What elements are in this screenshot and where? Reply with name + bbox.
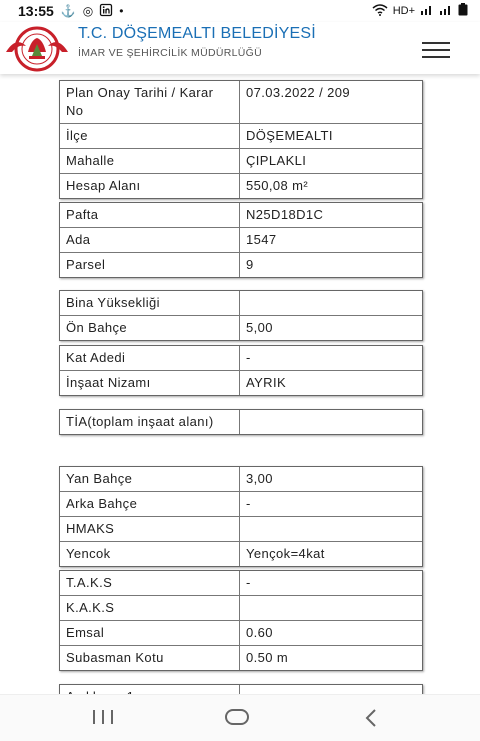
- field-value: 1547: [246, 232, 277, 247]
- table-row: [60, 491, 422, 516]
- table-row: [60, 173, 422, 198]
- field-value: Yençok=4kat: [246, 546, 325, 561]
- recent-apps-button[interactable]: [73, 695, 133, 741]
- signal-icon: [420, 4, 434, 18]
- field-value: -: [246, 496, 251, 511]
- field-label: Kat Adedi: [60, 346, 240, 370]
- table-row: [60, 645, 422, 670]
- field-label: İlçe: [60, 124, 240, 148]
- field-value: [240, 291, 422, 315]
- back-button[interactable]: [342, 695, 402, 741]
- table-row: [60, 516, 422, 541]
- field-value: 9: [246, 257, 254, 272]
- field-value: [240, 517, 422, 541]
- field-label: Emsal: [60, 621, 240, 645]
- recents-icon-bar: [111, 710, 113, 724]
- field-value: DÖŞEMEALTI: [246, 128, 333, 143]
- field-label: HMAKS: [60, 517, 240, 541]
- back-icon: [364, 708, 378, 728]
- field-label: TİA(toplam inşaat alanı): [60, 410, 240, 434]
- table-row: [60, 123, 422, 148]
- field-label: Hesap Alanı: [60, 174, 240, 198]
- field-value: [240, 596, 422, 620]
- hamburger-menu-button[interactable]: [422, 42, 450, 58]
- site-subtitle: İMAR VE ŞEHİRCİLİK MÜDÜRLÜĞÜ: [78, 47, 263, 59]
- site-title[interactable]: T.C. DÖŞEMEALTI BELEDİYESİ: [78, 25, 316, 42]
- field-label: İnşaat Nizamı: [60, 371, 240, 395]
- app-header: [0, 22, 480, 74]
- table-row: [60, 252, 422, 277]
- field-value: -: [246, 575, 251, 590]
- table-row: [60, 148, 422, 173]
- field-value: [240, 410, 422, 434]
- field-value: -: [246, 350, 251, 365]
- table-row: [60, 227, 422, 252]
- info-group-parcel: [59, 202, 423, 278]
- field-value: ÇIPLAKLI: [246, 153, 307, 168]
- dot-icon: •: [119, 4, 124, 18]
- table-row: [60, 370, 422, 395]
- field-label: T.A.K.S: [60, 571, 240, 595]
- field-value: AYRIK: [246, 375, 287, 390]
- status-left: [18, 3, 123, 19]
- status-time: 13:55: [18, 3, 54, 19]
- field-label: Plan Onay Tarihi / Karar No: [60, 81, 240, 123]
- info-group-ratios: [59, 570, 423, 671]
- field-value: 550,08 m²: [246, 178, 309, 193]
- municipality-logo[interactable]: [4, 26, 72, 72]
- table-row: [60, 203, 422, 227]
- status-right: [372, 3, 468, 19]
- field-label: K.A.K.S: [60, 596, 240, 620]
- nfc-icon: ⚓: [60, 4, 76, 18]
- field-label: Mahalle: [60, 149, 240, 173]
- info-group-setbacks: [59, 466, 423, 567]
- home-button[interactable]: [207, 695, 267, 741]
- system-nav-bar: [0, 694, 480, 741]
- table-row: [60, 620, 422, 645]
- info-group-plan: [59, 80, 423, 199]
- field-label: Parsel: [60, 253, 240, 277]
- hd-signal-icon: HD+: [392, 5, 415, 17]
- battery-icon: [458, 3, 468, 19]
- field-label: Ön Bahçe: [60, 316, 240, 340]
- table-row: [60, 467, 422, 491]
- info-group-floors: [59, 345, 423, 396]
- menu-icon-bar: [422, 56, 450, 58]
- field-value: 0.60: [246, 625, 273, 640]
- table-row: [60, 291, 422, 315]
- field-value: 0.50 m: [246, 650, 289, 665]
- field-value: 3,00: [246, 471, 273, 486]
- info-group-building: [59, 290, 423, 341]
- table-row: [60, 81, 422, 123]
- field-label: Ada: [60, 228, 240, 252]
- field-label: Yencok: [60, 542, 240, 566]
- field-label: Bina Yüksekliği: [60, 291, 240, 315]
- table-row: [60, 571, 422, 595]
- field-label: Yan Bahçe: [60, 467, 240, 491]
- status-bar: [0, 0, 480, 22]
- table-row: [60, 595, 422, 620]
- table-row: [60, 315, 422, 340]
- field-value: 5,00: [246, 320, 273, 335]
- field-label: Arka Bahçe: [60, 492, 240, 516]
- parcel-info-content[interactable]: [0, 74, 480, 694]
- field-label: Pafta: [60, 203, 240, 227]
- field-value: N25D18D1C: [246, 207, 324, 222]
- home-icon: [225, 709, 249, 725]
- field-label: Subasman Kotu: [60, 646, 240, 670]
- recents-icon-bar: [102, 710, 104, 724]
- info-group-tia: [59, 409, 423, 435]
- menu-icon: [422, 42, 450, 44]
- wifi-icon: [372, 4, 388, 19]
- recents-icon: [93, 710, 95, 724]
- field-value: 07.03.2022 / 209: [246, 85, 350, 100]
- table-row: [60, 410, 422, 434]
- table-row: [60, 541, 422, 566]
- instagram-icon: ◎: [82, 4, 94, 18]
- menu-icon-bar: [422, 49, 450, 51]
- table-row: [60, 346, 422, 370]
- linkedin-icon: [100, 4, 112, 19]
- signal-icon: [439, 4, 453, 18]
